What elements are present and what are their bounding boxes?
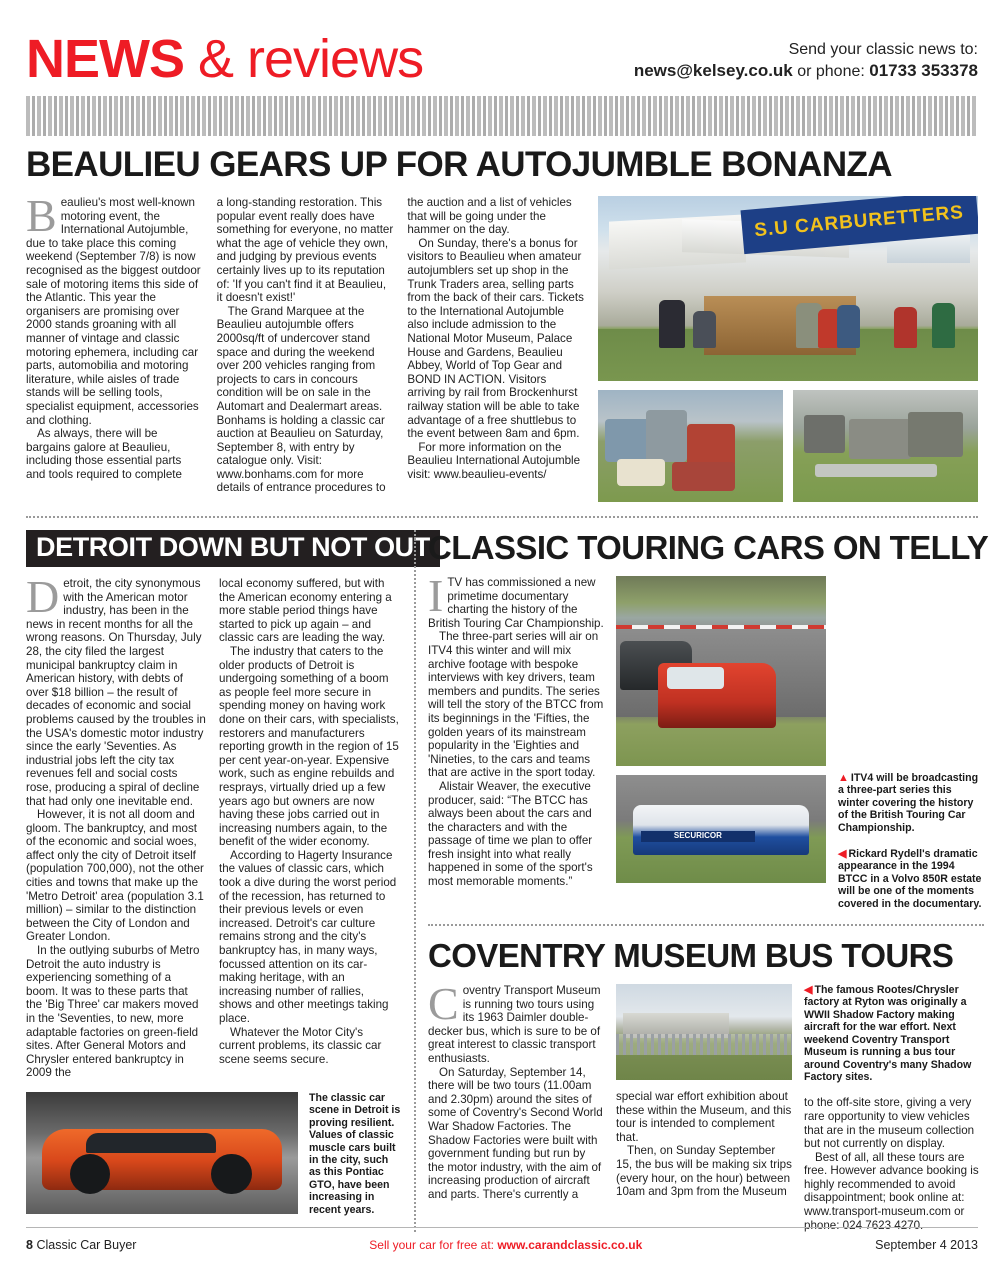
photo-panel — [617, 459, 665, 486]
caption-volvo-text: Rickard Rydell's dramatic appearance in the 1994 BTCC in a Volvo 850R estate will be one of the moments covered in the documentary. — [838, 848, 982, 910]
detroit-para — [26, 571, 206, 808]
photo-person — [894, 307, 917, 348]
beaulieu-para: On Sunday, there's a bonus for visitors to Beaulieu when amateur autojumblers set up shop in the Trunk Traders area, selling parts from the back of their cars. Tickets to the International Autojumble also include admission to the National Motor Museum, Palace House and Gardens, Beaulieu Abbey, World of Top Gear and BOND IN ACTION. Visitors arriving by rail from Brockenhurst railway station will be able to take advantage of a free shuttlebus to the event between 8am and 6pm. — [407, 236, 584, 441]
detroit-column-2 — [219, 577, 399, 1080]
telly-column-1 — [428, 570, 604, 910]
article-telly — [428, 529, 989, 910]
coventry-column-2-text — [616, 1090, 792, 1199]
section-divider — [26, 516, 978, 518]
coventry-para: Best of all, all these tours are free. However advance booking is highly recommended to avoid disappointment; book online at: www.transport-museum.com or phone: 024 7623 4270. — [804, 1150, 979, 1232]
beaulieu-para: the auction and a list of vehicles that will be going under the hammer on the day. — [407, 196, 572, 237]
beaulieu-photo-group — [598, 196, 978, 502]
detroit-para: The industry that caters to the older products of Detroit is undergoing something of a boom as people feel more secure in spending money on having work done on their cars, with specialists, restorers and manufacturers reporting growth in the region of 15 per cent year-on-year. Expensive work, such as engine rebuilds and resprays, virtually dried up a few years ago but owners are now having these jobs carried out in increasing numbers again, to the benefit of the wider economy. — [219, 644, 399, 849]
detroit-photo-block — [26, 1092, 408, 1216]
photo-banner-su-carburetters: S.U CARBURETTERS — [741, 196, 978, 254]
beaulieu-photo-row — [598, 390, 978, 502]
coventry-para: On Saturday, September 14, there will be two tours (11.00am and 2.30pm) around the sites of some of Coventry's Second World War Shadow Factories. The Shadow Factories were built with government funding but run by the motor industry, with the aim of increasing production of aircraft and parts. There's currently a — [428, 1065, 603, 1201]
dropcap: D — [26, 571, 60, 622]
telly-photo-group — [616, 576, 826, 910]
detroit-column-1 — [26, 571, 206, 1080]
section-divider — [428, 924, 984, 926]
masthead-title-bold: NEWS — [26, 29, 184, 89]
photo-person — [693, 311, 716, 348]
detroit-para: Whatever the Motor City's current problems, its classic car scene seems secure. — [219, 1025, 382, 1066]
photo-spare-parts-pile — [793, 390, 978, 502]
telly-para: The three-part series will air on ITV4 this winter and will mix archive footage with bespoke interviews with key drivers, team members and pundits. The series will tell the story of the BTCC from its beginnings in the 'Fifties, the golden years of its mainstream popularity in the 'Eighties and 'Nineties, to the cars and teams that are active in the sport today. — [428, 630, 604, 780]
arrow-up-icon: ▲ — [838, 772, 849, 784]
detroit-para: According to Hagerty Insurance the values of classic cars, which took a dive during the worst period of the recession, has returned to their previous levels or even increased. Detroit's car culture remains strong and the city's bankruptcy has, in many ways, focussed attention on its car-making heritage, with an increasing number of rallies, shows and other meetings taking place. — [219, 848, 397, 1025]
telly-para — [428, 570, 604, 630]
caption-ryton-text: The famous Rootes/Chrysler factory at Ryton was originally a WWII Shadow Factory making aircraft for the war effort. Next weekend Coventry Transport Museum is running a bus tour around Coventry's many Shadow Factory sites. — [804, 984, 972, 1083]
beaulieu-para: As always, there will be bargains galore at Beaulieu, including those essential parts and tools required to complete — [26, 427, 182, 481]
photo-volvo-850r — [616, 775, 826, 883]
photo-pontiac-gto — [26, 1092, 298, 1214]
footer-promo — [369, 1238, 642, 1252]
caption-pontiac-gto: The classic car scene in Detroit is proving resilient. Values of classic muscle cars built in the city, such as this Pontiac GTO, have been increasing in recent years. — [309, 1091, 401, 1216]
masthead-title-light: & reviews — [198, 29, 424, 89]
photo-ryton-factory — [616, 984, 792, 1080]
beaulieu-para — [26, 190, 204, 427]
page-footer — [26, 1238, 978, 1252]
photo-panel — [646, 410, 687, 462]
contact-email[interactable]: news@kelsey.co.uk — [633, 61, 793, 80]
coventry-column-2 — [616, 984, 792, 1232]
beaulieu-column-1 — [26, 190, 204, 502]
contact-phone: 01733 353378 — [869, 61, 978, 80]
caption-volvo — [838, 848, 984, 910]
coventry-para: to the off-site store, giving a very rare opportunity to view vehicles that are in the museum collection but not currently on display. — [804, 1096, 975, 1151]
caption-ryton — [804, 984, 980, 1083]
telly-content — [428, 570, 984, 910]
dropcap: C — [428, 978, 459, 1030]
issue-date: September 4 2013 — [875, 1238, 978, 1252]
article-detroit — [26, 530, 430, 1232]
detroit-headline: DETROIT DOWN BUT NOT OUT — [26, 530, 440, 567]
photo-car-glass — [86, 1133, 217, 1153]
dropcap: B — [26, 190, 57, 241]
caption-itv4-text: ITV4 will be broadcasting a three-part series this winter covering the history of the British Touring Car Championship. — [838, 772, 979, 834]
photo-car-red — [658, 663, 776, 728]
telly-para-text: TV has commissioned a new primetime documentary charting the history of the British Touring Car Championship. — [428, 576, 604, 630]
article-coventry — [428, 938, 984, 1232]
coventry-headline: COVENTRY MUSEUM BUS TOURS — [428, 937, 954, 975]
masthead — [26, 0, 978, 89]
promo-url[interactable]: www.carandclassic.co.uk — [497, 1238, 643, 1252]
column-divider — [414, 530, 416, 1232]
beaulieu-para: a long-standing restoration. This popular event really does have something for everyone, no matter what the age of vehicle they own, and judging by previous events certainly lives up to its reputation of: 'If you can't find it at Beaulieu, it doesn't exist!' — [216, 196, 394, 305]
coventry-para: special war effort exhibition about these within the Museum, and this tour is intended to complement that. — [616, 1090, 792, 1144]
beaulieu-para-text: eaulieu's most well-known motoring event, the International Autojumble, due to take place this coming weekend (September 7/8) is now recognised as the biggest outdoor sale of motoring items this side of the Atlantic. This year the organisers are promising over 2000 stands groaning with all manner of vintage and classic motoring ephemera, including car parts, automobilia and motoring literature, while aisles of trade stands will be selling tools, specialist equipment, accessories and clothing. — [26, 196, 201, 427]
article-beaulieu — [26, 146, 978, 502]
photo-btcc-race — [616, 576, 826, 766]
coventry-column-3 — [804, 984, 980, 1232]
beaulieu-para: For more information on the Beaulieu International Autojumble visit: www.beaulieu-events/ — [407, 440, 581, 481]
photo-fence — [616, 1034, 792, 1055]
photo-panel — [908, 412, 964, 457]
photo-panel — [672, 462, 735, 491]
contact-prompt: Send your classic news to: — [788, 41, 978, 58]
coventry-column-1 — [428, 978, 604, 1232]
coventry-content — [428, 978, 984, 1232]
right-column — [428, 529, 989, 1232]
beaulieu-para: The Grand Marquee at the Beaulieu autojumble offers 2000sq/ft of undercover stand space and during the weekend over 200 vehicles ranging from projects to cars in concours condition will be on sale in the Automart and Dealermart areas. Bonhams is holding a classic car auction at Beaulieu on Saturday, September 8, with entry by catalogue only. Visit: www.bonhams.com for more details of entrance procedures to — [216, 304, 386, 495]
beaulieu-column-2 — [217, 196, 395, 502]
photo-person — [932, 303, 955, 347]
contact-separator: or phone: — [792, 63, 870, 80]
detroit-columns — [26, 571, 408, 1080]
dropcap: I — [428, 570, 444, 621]
photo-autojumble-stand — [598, 196, 978, 381]
beaulieu-column-3 — [407, 196, 585, 502]
caption-itv4 — [838, 772, 984, 834]
telly-captions — [838, 576, 984, 910]
beaulieu-headline: BEAULIEU GEARS UP FOR AUTOJUMBLE BONANZA — [26, 145, 892, 184]
photo-car-body — [633, 805, 809, 855]
coventry-para: Then, on Sunday September 15, the bus will be making six trips (every hour, on the hour) between 10am and 3pm from the Museum — [616, 1144, 792, 1199]
photo-decal-securicor: SECURICOR — [641, 831, 754, 842]
arrow-left-icon: ◀ — [804, 984, 813, 997]
page-number: 8 — [26, 1238, 33, 1252]
arrow-left-icon: ◀ — [838, 848, 847, 861]
detroit-para: local economy suffered, but with the American economy entering a more stable period things have started to pick up again – and classic cars are leading the way. — [219, 577, 392, 645]
footer-divider — [26, 1227, 978, 1228]
telly-para: Alistair Weaver, the executive producer, said: “The BTCC has always been about the cars and the characters and with the passage of time we plan to offer fresh insight into what really happened in some of the sport's most memorable moments.” — [428, 779, 593, 889]
coventry-para-text: oventry Transport Museum is running two tours using its 1963 Daimler double-decker bus, which is sure to be of great interest to classic transport enthusiasts. — [428, 984, 601, 1066]
promo-prefix: Sell your car for free at: — [369, 1238, 498, 1252]
detroit-para: However, it is not all doom and gloom. The bankruptcy, and most of the economic and social woes, affect only the city of Detroit itself (population 700,000), not the other cities and towns that make up the 'Metro Detroit' area (population 3.1 million) – similar to the distinction between the City of London and Greater London. — [26, 808, 204, 944]
photo-panel — [815, 464, 937, 477]
photo-panel — [849, 419, 912, 459]
photo-panel — [605, 419, 649, 462]
coventry-column-3-text — [804, 1096, 980, 1232]
middle-block — [26, 529, 989, 1232]
coventry-para — [428, 978, 604, 1066]
detroit-para: In the outlying suburbs of Metro Detroit the auto industry is experiencing something of a boom. It was to these parts that the 'Big Three' car makers moved in the 'Seventies, to new, more adaptable factories on green-field sites. After General Motors and Chrysler entered bankruptcy in 2009 the — [26, 944, 200, 1080]
contact-block — [634, 40, 978, 86]
beaulieu-content — [26, 190, 978, 502]
page-title — [26, 29, 424, 89]
photo-wheel — [211, 1154, 252, 1195]
photo-person — [659, 300, 686, 348]
tyre-track-divider — [26, 96, 978, 136]
photo-panel — [804, 415, 845, 453]
publication-name: Classic Car Buyer — [36, 1238, 137, 1252]
photo-car-body-panels — [598, 390, 783, 502]
photo-car-glass — [667, 667, 723, 689]
telly-headline: CLASSIC TOURING CARS ON TELLY — [428, 529, 989, 566]
detroit-para-text: etroit, the city synonymous with the American motor industry, has been in the news in recent months for all the wrong reasons. On Thursday, July 28, the city filed the largest municipal bankruptcy claim in American history, with debts of over $18 billion – the result of decades of economic and social problems caused by the troubles in the USA's domestic motor industry since the early 'Seventies. As industrial jobs left the city tax revenues fell and social costs rose, producing a spiral of decline that had only one inevitable end. — [26, 577, 206, 808]
photo-person — [837, 305, 860, 348]
contact-details — [634, 60, 978, 82]
footer-publication — [26, 1238, 136, 1252]
